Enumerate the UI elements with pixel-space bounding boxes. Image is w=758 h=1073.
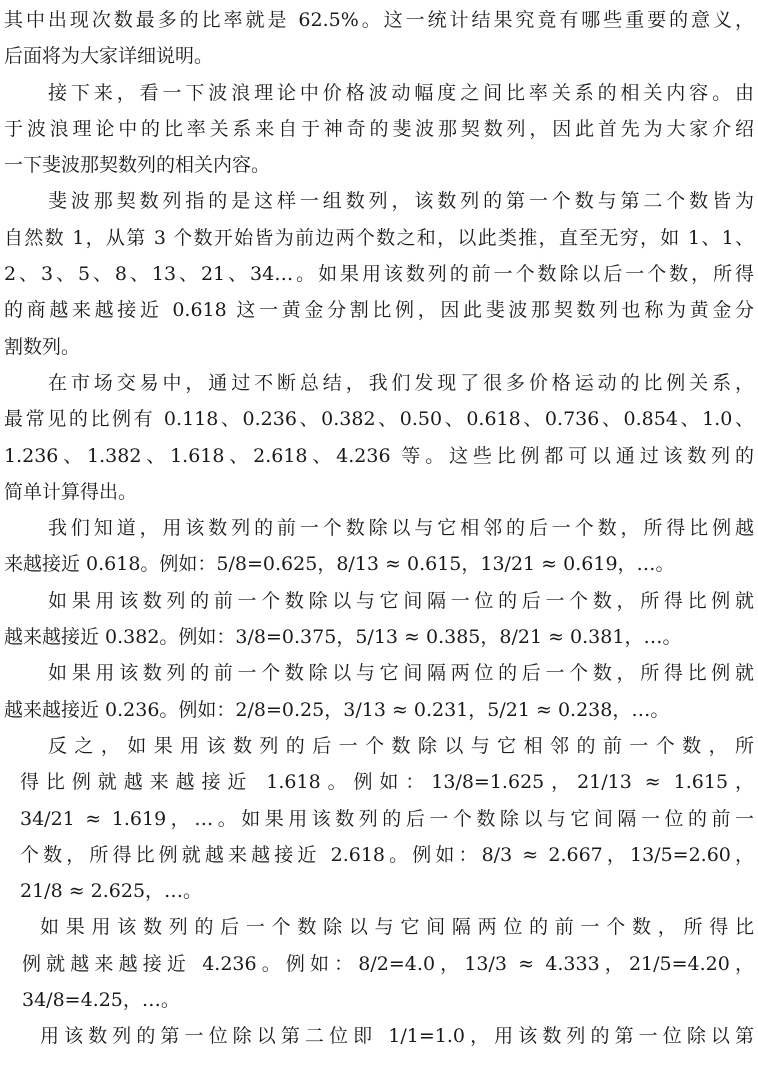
document-body	[4, 2, 754, 1055]
text-line: 斐波那契数列指的是这样一组数列，该数列的第一个数与第二个数皆为	[48, 190, 754, 213]
text-line: 在市场交易中，通过不断总结，我们发现了很多价格运动的比例关系，	[48, 371, 754, 394]
text-line: 个数，所得比例就越来越接近 2.618。例如：8/3 ≈ 2.667，13/5=2.60，	[20, 843, 754, 866]
text-line: 最常见的比例有 0.118、0.236、0.382、0.50、0.618、0.736、0.854、1.0、	[4, 408, 754, 431]
text-line: 越来越接近 0.382。例如：3/8=0.375，5/13 ≈ 0.385，8/21 ≈ 0.381，…。	[4, 626, 682, 649]
text-line: 如果用该数列的前一个数除以与它间隔一位的后一个数，所得比例就	[48, 589, 754, 612]
text-line: 反之，如果用该数列的后一个数除以与它相邻的前一个数，所	[48, 734, 754, 757]
text-line: 其中出现次数最多的比率就是 62.5%。这一统计结果究竟有哪些重要的意义，	[4, 9, 754, 31]
text-line: 割数列。	[4, 335, 81, 358]
text-line: 于波浪理论中的比率关系来自于神奇的斐波那契数列，因此首先为大家介绍	[4, 117, 754, 140]
text-line: 21/8 ≈ 2.625，…。	[20, 880, 203, 903]
text-line: 自然数 1，从第 3 个数开始皆为前边两个数之和，以此类推，直至无穷，如 1、1、	[4, 226, 754, 249]
text-line: 得比例就越来越接近 1.618。例如：13/8=1.625，21/13 ≈ 1.615，	[20, 771, 754, 794]
text-line: 2、3、5、8、13、21、34…。如果用该数列的前一个数除以后一个数，所得	[4, 263, 754, 286]
text-line: 如果用该数列的前一个数除以与它间隔两位的后一个数，所得比例就	[48, 662, 754, 685]
text-line: 的商越来越接近 0.618 这一黄金分割比例，因此斐波那契数列也称为黄金分	[4, 299, 754, 322]
text-line: 接下来，看一下波浪理论中价格波动幅度之间比率关系的相关内容。由	[48, 81, 754, 104]
text-line: 1.236、1.382、1.618、2.618、4.236 等。这些比例都可以通过该数列的	[4, 444, 754, 467]
text-line: 例就越来越接近 4.236。例如：8/2=4.0，13/3 ≈ 4.333，21/5=4.20，	[22, 952, 754, 975]
text-line: 用该数列的第一位除以第二位即 1/1=1.0，用该数列的第一位除以第	[40, 1025, 754, 1048]
text-line: 如果用该数列的后一个数除以与它间隔两位的前一个数，所得比	[40, 916, 754, 939]
text-line: 一下斐波那契数列的相关内容。	[4, 154, 271, 177]
text-line: 后面将为大家详细说明。	[4, 45, 214, 68]
text-line: 越来越接近 0.236。例如：2/8=0.25，3/13 ≈ 0.231，5/21 ≈ 0.238，…。	[4, 698, 670, 721]
text-line: 我们知道，用该数列的前一个数除以与它相邻的后一个数，所得比例越	[48, 517, 754, 540]
text-line: 简单计算得出。	[4, 480, 138, 503]
text-line: 来越接近 0.618。例如：5/8=0.625，8/13 ≈ 0.615，13/21 ≈ 0.619，…。	[4, 553, 675, 576]
text-line: 34/21 ≈ 1.619，…。如果用该数列的后一个数除以与它间隔一位的前一	[20, 807, 754, 830]
text-line: 34/8=4.25，…。	[22, 989, 180, 1012]
